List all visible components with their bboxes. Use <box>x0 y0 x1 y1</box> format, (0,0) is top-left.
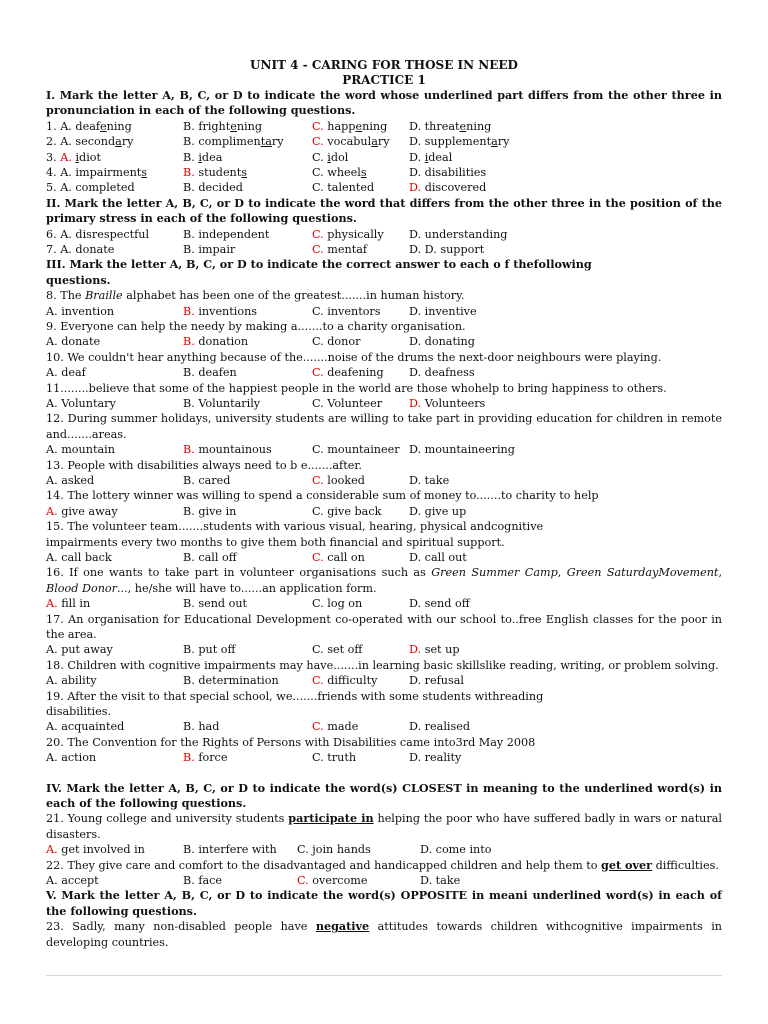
q2-option-c: C. vocabulary <box>312 135 390 149</box>
q9-option-a: A. donate <box>46 335 101 349</box>
q22-option-d: D. take <box>420 873 461 887</box>
q6-option-a: 6. A. disrespectful <box>46 227 150 241</box>
q9-options <box>46 334 722 349</box>
q23-stem: 23. Sadly, many non-disabled people have negative attitudes towards children withcognitive impairments in developing countries. <box>46 919 722 949</box>
q7-option-b: B. impair <box>183 242 236 256</box>
q22-options <box>46 873 722 888</box>
q9-option-b: B. donation <box>183 335 249 349</box>
q1-option-c: C. happening <box>312 119 388 133</box>
q12-stem: 12. During summer holidays, university students are willing to take part in providing education for children in remote and.......areas. <box>46 412 722 441</box>
q12-options <box>46 442 722 457</box>
q13-option-a: A. asked <box>46 473 95 487</box>
page-title: UNIT 4 - CARING FOR THOSE IN NEED <box>250 58 518 72</box>
q3-option-c: C. idol <box>312 150 349 164</box>
q19-stem <box>46 689 722 720</box>
q6-options <box>46 227 722 242</box>
q6-option-c: C. physically <box>312 227 384 241</box>
q21-option-d: D. come into <box>420 843 492 857</box>
q8-stem: 8. The Braille alphabet has been one of the greatest.......in human history. <box>46 289 465 303</box>
q12-option-b: B. mountainous <box>183 443 272 457</box>
q14-options <box>46 504 722 519</box>
q10-option-d: D. deafness <box>409 366 475 380</box>
q1-option-a: 1. A. deafening <box>46 119 132 133</box>
q19-stem-line2: disabilities. <box>46 704 112 718</box>
q21-stem: 21. Young college and university students participate in helping the poor who have suffered badly in wars or natural disasters. <box>46 811 722 841</box>
q8-option-b: B. inventions <box>183 304 258 318</box>
q3-option-b: B. idea <box>183 150 223 164</box>
section-1-heading: I. Mark the letter A, B, C, or D to indicate the word whose underlined part differs from the other three in pronunciation in each of the following questions. <box>46 88 722 118</box>
q4-option-c: C. wheels <box>312 165 367 179</box>
q13-stem: 13. People with disabilities always need to b e.......after. <box>46 458 362 472</box>
q21-option-a: A. get involved in <box>46 843 145 857</box>
q16-option-d: D. send off <box>409 597 470 611</box>
q18-option-b: B. determination <box>183 674 279 688</box>
q14-option-b: B. give in <box>183 504 237 518</box>
q17-option-d: D. set up <box>409 643 460 657</box>
q13-option-c: C. looked <box>312 473 365 487</box>
q11-stem: 11........believe that some of the happiest people in the world are those whohelp to bring happiness to others. <box>46 381 667 395</box>
q19-option-b: B. had <box>183 720 220 734</box>
q20-option-a: A. action <box>46 751 97 765</box>
q17-option-c: C. set off <box>312 643 363 657</box>
q12-option-d: D. mountaineering <box>409 443 515 457</box>
q19-option-d: D. realised <box>409 720 471 734</box>
q9-option-d: D. donating <box>409 335 475 349</box>
q15-options <box>46 550 722 565</box>
q6-option-d: D. understanding <box>409 227 508 241</box>
q8-option-c: C. inventors <box>312 304 381 318</box>
q19-option-a: A. acquainted <box>46 720 125 734</box>
q1-option-b: B. frightening <box>183 119 263 133</box>
q17-option-a: A. put away <box>46 643 113 657</box>
q11-option-d: D. Volunteers <box>409 396 486 410</box>
q17-stem: 17. An organisation for Educational Development co-operated with our school to..free English classes for the poor in the area. <box>46 612 722 641</box>
q10-option-c: C. deafening <box>312 366 384 380</box>
q19-options <box>46 719 722 734</box>
q10-option-b: B. deafen <box>183 366 237 380</box>
q15-stem-line2: impairments every two months to give them both financial and spiritual support. <box>46 535 505 549</box>
q15-stem <box>46 519 722 550</box>
q22-stem: 22. They give care and comfort to the disadvantaged and handicapped children and help them to get over difficulties. <box>46 857 719 872</box>
page-subtitle: PRACTICE 1 <box>342 73 426 87</box>
q22-option-b: B. face <box>183 873 223 887</box>
q8-option-a: A. invention <box>46 304 115 318</box>
section-3-heading-line2: questions. <box>46 272 111 287</box>
q11-option-a: A. Voluntary <box>46 396 116 410</box>
q18-stem: 18. Children with cognitive impairments may have.......in learning basic skillslike reading, writing, or problem solving. <box>46 658 719 672</box>
q18-option-a: A. ability <box>46 674 97 688</box>
section-spacer <box>46 766 722 781</box>
q14-option-c: C. give back <box>312 504 382 518</box>
q3-options <box>46 150 722 165</box>
q7-option-a: 7. A. donate <box>46 242 115 256</box>
q17-options <box>46 642 722 657</box>
q4-option-b: B. students <box>183 165 248 179</box>
q10-option-a: A. deaf <box>46 366 86 380</box>
q2-options <box>46 134 722 149</box>
q11-options <box>46 396 722 411</box>
q5-option-c: C. talented <box>312 181 375 195</box>
q1-option-d: D. threatening <box>409 119 492 133</box>
q18-option-d: D. refusal <box>409 674 464 688</box>
q17-option-b: B. put off <box>183 643 236 657</box>
page-bottom-rule <box>46 975 722 976</box>
q3-option-a: 3. A. idiot <box>46 150 102 164</box>
q3-option-d: D. ideal <box>409 150 453 164</box>
section-3-heading <box>46 257 722 288</box>
q4-option-a: 4. A. impairments <box>46 165 148 179</box>
q15-stem-line1: 15. The volunteer team.......students with various visual, hearing, physical andcognitive <box>46 520 544 534</box>
q21-option-b: B. interfere with <box>183 843 277 857</box>
q22-option-c: C. overcome <box>297 873 368 887</box>
q15-option-c: C. call on <box>312 550 365 564</box>
q7-options <box>46 242 722 257</box>
q5-option-a: 5. A. completed <box>46 181 135 195</box>
q9-stem: 9. Everyone can help the needy by making a.......to a charity organisation. <box>46 319 466 333</box>
q16-option-b: B. send out <box>183 597 248 611</box>
q8-options <box>46 304 722 319</box>
q19-stem-line1: 19. After the visit to that special school, we.......friends with some students withreading <box>46 689 544 703</box>
q10-stem: 10. We couldn't hear anything because of the.......noise of the drums the next-door neighbours were playing. <box>46 350 662 364</box>
q4-option-d: D. disabilities <box>409 165 487 179</box>
q7-option-d: D. D. support <box>409 242 485 256</box>
q18-option-c: C. difficulty <box>312 674 378 688</box>
worksheet-page <box>46 58 722 950</box>
q14-stem: 14. The lottery winner was willing to spend a considerable sum of money to.......to charity to help <box>46 489 599 503</box>
q16-option-c: C. log on <box>312 597 363 611</box>
q20-stem: 20. The Convention for the Rights of Persons with Disabilities came into3rd May 2008 <box>46 735 536 749</box>
q14-option-a: A. give away <box>46 504 118 518</box>
q1-options <box>46 119 722 134</box>
q21-option-c: C. join hands <box>297 843 371 857</box>
q5-options <box>46 180 722 195</box>
q5-option-b: B. decided <box>183 181 243 195</box>
q12-option-c: C. mountaineer <box>312 443 400 457</box>
q5-option-d: D. discovered <box>409 181 487 195</box>
q12-option-a: A. mountain <box>46 443 115 457</box>
q20-option-b: B. force <box>183 751 228 765</box>
q8-option-d: D. inventive <box>409 304 477 318</box>
q4-options <box>46 165 722 180</box>
q7-option-c: C. mentaf <box>312 242 368 256</box>
q16-stem: 16. If one wants to take part in volunteer organisations such as Green Summer Camp, Green SaturdayMovement, Blood Donor..., he/she will have to......an application form. <box>46 566 722 595</box>
q11-option-b: B. Voluntarily <box>183 396 261 410</box>
q20-options <box>46 750 722 765</box>
q15-option-b: B. call off <box>183 550 237 564</box>
q18-options <box>46 673 722 688</box>
q13-option-d: D. take <box>409 473 450 487</box>
q9-option-c: C. donor <box>312 335 361 349</box>
q6-option-b: B. independent <box>183 227 270 241</box>
section-3-heading-line1: III. Mark the letter A, B, C, or D to indicate the correct answer to each o f thefollowing <box>46 257 592 272</box>
q19-option-c: C. made <box>312 720 359 734</box>
q15-option-a: A. call back <box>46 550 112 564</box>
q13-options <box>46 473 722 488</box>
q20-option-c: C. truth <box>312 751 357 765</box>
q2-option-d: D. supplementary <box>409 135 510 149</box>
section-2-heading: II. Mark the letter A, B, C, or D to indicate the word that differs from the other three in the position of the primary stress in each of the following questions. <box>46 195 722 226</box>
q16-options <box>46 596 722 611</box>
q2-option-b: B. complimentary <box>183 135 284 149</box>
q13-option-b: B. cared <box>183 473 231 487</box>
section-4-heading: IV. Mark the letter A, B, C, or D to indicate the word(s) CLOSEST in meaning to the underlined word(s) in each of the following questions. <box>46 780 722 810</box>
q10-options <box>46 365 722 380</box>
q15-option-d: D. call out <box>409 550 467 564</box>
q22-option-a: A. accept <box>46 873 99 887</box>
q11-option-c: C. Volunteer <box>312 396 383 410</box>
q16-option-a: A. fill in <box>46 597 91 611</box>
section-5-heading: V. Mark the letter A, B, C, or D to indicate the word(s) OPPOSITE in meani underlined word(s) in each of the following questions. <box>46 888 722 918</box>
q14-option-d: D. give up <box>409 504 467 518</box>
q21-options <box>46 842 722 857</box>
q2-option-a: 2. A. secondary <box>46 135 134 149</box>
q20-option-d: D. reality <box>409 751 462 765</box>
